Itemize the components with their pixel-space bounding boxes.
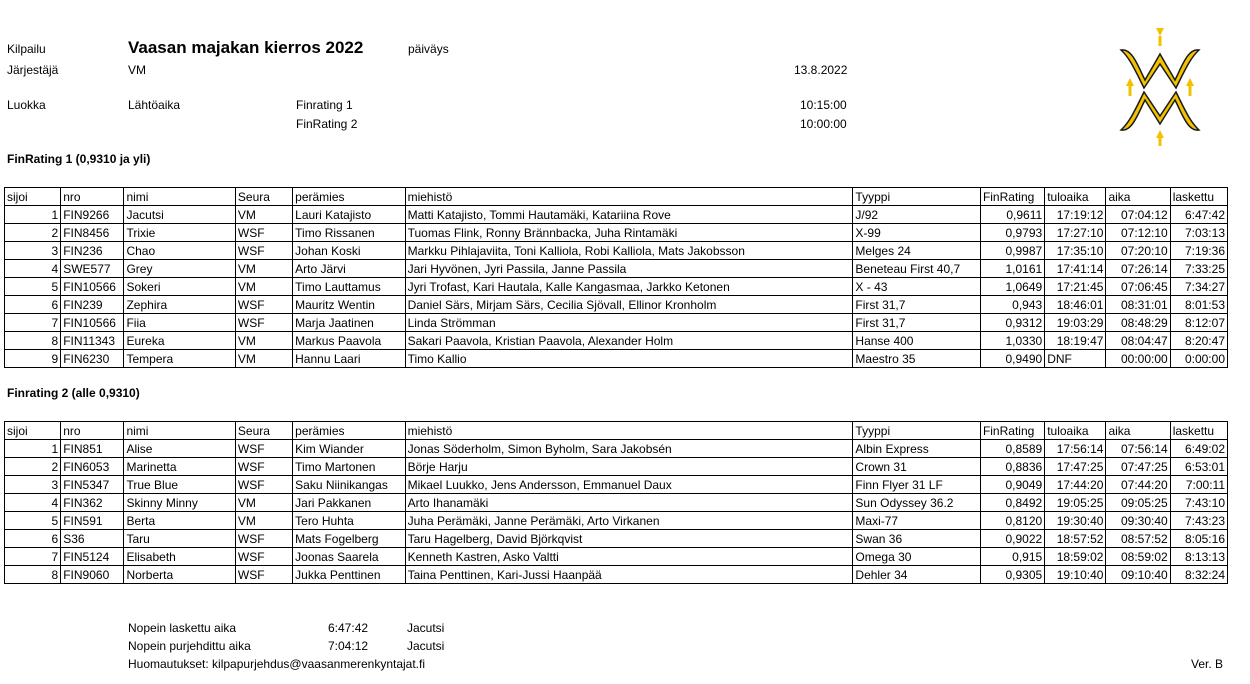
cell-boat-name: Taru	[124, 530, 235, 548]
cell-corrected-time: 7:43:23	[1170, 512, 1227, 530]
cell-finrating: 0,9022	[980, 530, 1044, 548]
cell-corrected-time: 6:47:42	[1170, 206, 1227, 224]
cell-club: WSF	[235, 548, 292, 566]
cell-boat-name: Tempera	[124, 350, 235, 368]
column-header-sail-number: nro	[61, 188, 124, 206]
cell-boat-name: Zephira	[124, 296, 235, 314]
cell-boat-type: Omega 30	[853, 548, 981, 566]
cell-finrating: 0,9490	[980, 350, 1044, 368]
cell-crew: Taina Penttinen, Kari-Jussi Haanpää	[405, 566, 853, 584]
cell-elapsed-time: 07:26:14	[1106, 260, 1170, 278]
cell-finrating: 1,0330	[980, 332, 1044, 350]
cell-rank: 6	[5, 296, 61, 314]
table-row	[5, 296, 1228, 314]
cell-finish-time: 17:19:12	[1045, 206, 1106, 224]
cell-club: WSF	[235, 440, 292, 458]
cell-corrected-time: 8:05:16	[1170, 530, 1227, 548]
cell-elapsed-time: 07:44:20	[1106, 476, 1170, 494]
cell-helmsman: Mats Fogelberg	[293, 530, 405, 548]
cell-elapsed-time: 07:56:14	[1106, 440, 1170, 458]
cell-corrected-time: 6:53:01	[1170, 458, 1227, 476]
cell-rank: 9	[5, 350, 61, 368]
cell-boat-type: Swan 36	[853, 530, 981, 548]
fastest-sailed-boat: Jacutsi	[407, 639, 445, 653]
column-header-crew: miehistö	[405, 422, 853, 440]
cell-sail-number: FIN5347	[61, 476, 124, 494]
table-header-row	[5, 422, 1228, 440]
cell-finrating: 0,9611	[980, 206, 1044, 224]
cell-sail-number: FIN11343	[61, 332, 124, 350]
cell-elapsed-time: 09:05:25	[1106, 494, 1170, 512]
cell-elapsed-time: 07:47:25	[1106, 458, 1170, 476]
cell-elapsed-time: 08:48:29	[1106, 314, 1170, 332]
section1-title: FinRating 1 (0,9310 ja yli)	[7, 152, 151, 166]
cell-elapsed-time: 08:59:02	[1106, 548, 1170, 566]
paivays-label: päiväys	[408, 42, 449, 56]
table-row	[5, 494, 1228, 512]
cell-helmsman: Arto Järvi	[293, 260, 405, 278]
class1-start-time: 10:15:00	[800, 98, 847, 112]
cell-club: WSF	[235, 530, 292, 548]
cell-boat-name: Jacutsi	[124, 206, 235, 224]
cell-rank: 8	[5, 566, 61, 584]
cell-elapsed-time: 07:04:12	[1106, 206, 1170, 224]
cell-finrating: 0,943	[980, 296, 1044, 314]
fastest-calculated-time: 6:47:42	[328, 621, 369, 635]
page-title: Vaasan majakan kierros 2022	[128, 38, 364, 57]
cell-boat-type: Finn Flyer 31 LF	[853, 476, 981, 494]
cell-sail-number: FIN591	[61, 512, 124, 530]
cell-finrating: 0,8120	[980, 512, 1044, 530]
cell-rank: 1	[5, 206, 61, 224]
cell-club: WSF	[235, 296, 292, 314]
cell-rank: 5	[5, 512, 61, 530]
table-row	[5, 224, 1228, 242]
cell-corrected-time: 8:01:53	[1170, 296, 1227, 314]
club-logo-icon	[1118, 26, 1202, 148]
table-row	[5, 548, 1228, 566]
cell-finrating: 0,9305	[980, 566, 1044, 584]
table-row	[5, 458, 1228, 476]
cell-rank: 7	[5, 314, 61, 332]
fastest-calculated-label: Nopein laskettu aika	[128, 621, 237, 635]
class1-name: Finrating 1	[296, 98, 353, 112]
cell-rank: 4	[5, 494, 61, 512]
cell-finrating: 0,8836	[980, 458, 1044, 476]
class2-name: FinRating 2	[296, 117, 358, 131]
column-header-finrating: FinRating	[980, 188, 1044, 206]
cell-helmsman: Marja Jaatinen	[293, 314, 405, 332]
lahtoaika-label: Lähtöaika	[128, 98, 181, 112]
cell-boat-type: Maxi-77	[853, 512, 981, 530]
cell-boat-name: Chao	[124, 242, 235, 260]
cell-club: WSF	[235, 224, 292, 242]
cell-finish-time: 19:10:40	[1045, 566, 1106, 584]
cell-finish-time: 17:47:25	[1045, 458, 1106, 476]
cell-crew: Arto Ihanamäki	[405, 494, 853, 512]
cell-elapsed-time: 07:06:45	[1106, 278, 1170, 296]
cell-boat-name: True Blue	[124, 476, 235, 494]
cell-boat-type: Maestro 35	[853, 350, 981, 368]
cell-finish-time: 17:56:14	[1045, 440, 1106, 458]
cell-finrating: 1,0649	[980, 278, 1044, 296]
cell-boat-type: Albin Express	[853, 440, 981, 458]
cell-helmsman: Jari Pakkanen	[293, 494, 405, 512]
cell-helmsman: Joonas Saarela	[293, 548, 405, 566]
column-header-rank: sijoi	[5, 188, 61, 206]
table-row	[5, 332, 1228, 350]
column-header-boat-name: nimi	[124, 422, 235, 440]
cell-elapsed-time: 09:30:40	[1106, 512, 1170, 530]
table-row	[5, 206, 1228, 224]
column-header-boat-name: nimi	[124, 188, 235, 206]
column-header-sail-number: nro	[61, 422, 124, 440]
cell-finish-time: 19:03:29	[1045, 314, 1106, 332]
cell-boat-type: Crown 31	[853, 458, 981, 476]
cell-boat-name: Fiia	[124, 314, 235, 332]
cell-corrected-time: 7:34:27	[1170, 278, 1227, 296]
cell-rank: 2	[5, 224, 61, 242]
cell-corrected-time: 8:12:07	[1170, 314, 1227, 332]
cell-crew: Taru Hagelberg, David Björkqvist	[405, 530, 853, 548]
cell-helmsman: Timo Lauttamus	[293, 278, 405, 296]
luokka-label: Luokka	[7, 98, 46, 112]
cell-elapsed-time: 08:04:47	[1106, 332, 1170, 350]
cell-club: VM	[235, 350, 292, 368]
cell-finish-time: 18:19:47	[1045, 332, 1106, 350]
cell-boat-type: First 31,7	[853, 314, 981, 332]
column-header-helmsman: perämies	[293, 188, 405, 206]
cell-corrected-time: 7:03:13	[1170, 224, 1227, 242]
cell-club: VM	[235, 494, 292, 512]
cell-crew: Jyri Trofast, Kari Hautala, Kalle Kangasmaa, Jarkko Ketonen	[405, 278, 853, 296]
cell-rank: 8	[5, 332, 61, 350]
cell-boat-type: J/92	[853, 206, 981, 224]
column-header-boat-type: Tyyppi	[853, 188, 981, 206]
table-row	[5, 440, 1228, 458]
race-date: 13.8.2022	[794, 63, 848, 77]
cell-sail-number: FIN236	[61, 242, 124, 260]
cell-sail-number: FIN851	[61, 440, 124, 458]
column-header-corrected-time: laskettu	[1170, 422, 1227, 440]
notes-contact: Huomautukset: kilpapurjehdus@vaasanmerenkyntajat.fi	[128, 657, 426, 671]
cell-finrating: 1,0161	[980, 260, 1044, 278]
cell-sail-number: FIN8456	[61, 224, 124, 242]
cell-finish-time: 18:59:02	[1045, 548, 1106, 566]
cell-boat-type: X - 43	[853, 278, 981, 296]
cell-helmsman: Saku Niinikangas	[293, 476, 405, 494]
cell-boat-name: Marinetta	[124, 458, 235, 476]
cell-rank: 5	[5, 278, 61, 296]
cell-helmsman: Hannu Laari	[293, 350, 405, 368]
cell-sail-number: FIN5124	[61, 548, 124, 566]
column-header-club: Seura	[235, 422, 292, 440]
cell-boat-type: Hanse 400	[853, 332, 981, 350]
cell-finish-time: 17:21:45	[1045, 278, 1106, 296]
cell-sail-number: FIN6053	[61, 458, 124, 476]
cell-club: VM	[235, 260, 292, 278]
table-row	[5, 278, 1228, 296]
jarjestaja-label: Järjestäjä	[7, 63, 59, 77]
cell-crew: Mikael Luukko, Jens Andersson, Emmanuel Daux	[405, 476, 853, 494]
cell-boat-name: Alise	[124, 440, 235, 458]
cell-elapsed-time: 09:10:40	[1106, 566, 1170, 584]
cell-elapsed-time: 07:20:10	[1106, 242, 1170, 260]
cell-boat-type: Dehler 34	[853, 566, 981, 584]
cell-rank: 6	[5, 530, 61, 548]
cell-sail-number: SWE577	[61, 260, 124, 278]
cell-crew: Matti Katajisto, Tommi Hautamäki, Katariina Rove	[405, 206, 853, 224]
cell-finish-time: 18:46:01	[1045, 296, 1106, 314]
cell-crew: Markku Pihlajaviita, Toni Kalliola, Robi Kalliola, Mats Jakobsson	[405, 242, 853, 260]
cell-elapsed-time: 08:57:52	[1106, 530, 1170, 548]
cell-crew: Linda Strömman	[405, 314, 853, 332]
cell-boat-type: Beneteau First 40,7	[853, 260, 981, 278]
cell-rank: 7	[5, 548, 61, 566]
table-row	[5, 350, 1228, 368]
cell-rank: 1	[5, 440, 61, 458]
cell-corrected-time: 8:32:24	[1170, 566, 1227, 584]
cell-elapsed-time: 08:31:01	[1106, 296, 1170, 314]
cell-crew: Tuomas Flink, Ronny Brännbacka, Juha Rintamäki	[405, 224, 853, 242]
column-header-boat-type: Tyyppi	[853, 422, 981, 440]
cell-rank: 2	[5, 458, 61, 476]
fastest-calculated-boat: Jacutsi	[407, 621, 445, 635]
cell-boat-type: X-99	[853, 224, 981, 242]
section2-title: Finrating 2 (alle 0,9310)	[7, 386, 140, 400]
cell-finrating: 0,9312	[980, 314, 1044, 332]
cell-club: WSF	[235, 314, 292, 332]
cell-crew: Sakari Paavola, Kristian Paavola, Alexander Holm	[405, 332, 853, 350]
cell-boat-name: Eureka	[124, 332, 235, 350]
cell-corrected-time: 0:00:00	[1170, 350, 1227, 368]
cell-boat-name: Sokeri	[124, 278, 235, 296]
cell-corrected-time: 6:49:02	[1170, 440, 1227, 458]
column-header-corrected-time: laskettu	[1170, 188, 1227, 206]
cell-club: WSF	[235, 242, 292, 260]
cell-corrected-time: 7:00:11	[1170, 476, 1227, 494]
table-row	[5, 530, 1228, 548]
table-row	[5, 512, 1228, 530]
cell-sail-number: FIN9060	[61, 566, 124, 584]
cell-helmsman: Timo Martonen	[293, 458, 405, 476]
cell-corrected-time: 7:33:25	[1170, 260, 1227, 278]
cell-finish-time: 19:30:40	[1045, 512, 1106, 530]
cell-elapsed-time: 07:12:10	[1106, 224, 1170, 242]
cell-finrating: 0,9987	[980, 242, 1044, 260]
cell-helmsman: Lauri Katajisto	[293, 206, 405, 224]
cell-boat-name: Skinny Minny	[124, 494, 235, 512]
table-row	[5, 566, 1228, 584]
cell-finish-time: 17:27:10	[1045, 224, 1106, 242]
cell-finish-time: 17:35:10	[1045, 242, 1106, 260]
cell-crew: Börje Harju	[405, 458, 853, 476]
column-header-club: Seura	[235, 188, 292, 206]
cell-crew: Kenneth Kastren, Asko Valtti	[405, 548, 853, 566]
column-header-finish-time: tuloaika	[1045, 188, 1106, 206]
version-label: Ver. B	[1191, 657, 1224, 671]
cell-finrating: 0,9793	[980, 224, 1044, 242]
cell-crew: Timo Kallio	[405, 350, 853, 368]
cell-club: VM	[235, 512, 292, 530]
cell-finrating: 0,9049	[980, 476, 1044, 494]
cell-sail-number: FIN10566	[61, 278, 124, 296]
column-header-finish-time: tuloaika	[1045, 422, 1106, 440]
cell-crew: Juha Perämäki, Janne Perämäki, Arto Virkanen	[405, 512, 853, 530]
cell-sail-number: FIN362	[61, 494, 124, 512]
column-header-helmsman: perämies	[293, 422, 405, 440]
column-header-finrating: FinRating	[980, 422, 1044, 440]
cell-boat-name: Trixie	[124, 224, 235, 242]
cell-boat-name: Grey	[124, 260, 235, 278]
cell-helmsman: Johan Koski	[293, 242, 405, 260]
cell-finish-time: 17:41:14	[1045, 260, 1106, 278]
cell-sail-number: FIN239	[61, 296, 124, 314]
fastest-sailed-label: Nopein purjehdittu aika	[128, 639, 251, 653]
cell-helmsman: Jukka Penttinen	[293, 566, 405, 584]
cell-rank: 4	[5, 260, 61, 278]
cell-crew: Jari Hyvönen, Jyri Passila, Janne Passila	[405, 260, 853, 278]
results-table-finrating-2	[4, 421, 1228, 584]
cell-boat-name: Elisabeth	[124, 548, 235, 566]
cell-finish-time: 18:57:52	[1045, 530, 1106, 548]
cell-finish-time: 19:05:25	[1045, 494, 1106, 512]
cell-finrating: 0,8492	[980, 494, 1044, 512]
cell-finrating: 0,8589	[980, 440, 1044, 458]
cell-crew: Daniel Särs, Mirjam Särs, Cecilia Sjövall, Ellinor Kronholm	[405, 296, 853, 314]
cell-corrected-time: 8:13:13	[1170, 548, 1227, 566]
table-row	[5, 314, 1228, 332]
cell-finrating: 0,915	[980, 548, 1044, 566]
cell-corrected-time: 7:43:10	[1170, 494, 1227, 512]
cell-rank: 3	[5, 242, 61, 260]
cell-rank: 3	[5, 476, 61, 494]
column-header-rank: sijoi	[5, 422, 61, 440]
cell-helmsman: Tero Huhta	[293, 512, 405, 530]
cell-helmsman: Kim Wiander	[293, 440, 405, 458]
cell-corrected-time: 8:20:47	[1170, 332, 1227, 350]
table-row	[5, 260, 1228, 278]
column-header-elapsed-time: aika	[1106, 188, 1170, 206]
cell-sail-number: FIN10566	[61, 314, 124, 332]
column-header-crew: miehistö	[405, 188, 853, 206]
jarjestaja-value: VM	[128, 63, 146, 77]
cell-club: VM	[235, 278, 292, 296]
cell-sail-number: FIN6230	[61, 350, 124, 368]
cell-corrected-time: 7:19:36	[1170, 242, 1227, 260]
cell-boat-name: Berta	[124, 512, 235, 530]
class2-start-time: 10:00:00	[800, 117, 847, 131]
kilpailu-label: Kilpailu	[7, 42, 46, 56]
cell-elapsed-time: 00:00:00	[1106, 350, 1170, 368]
cell-finish-time: 17:44:20	[1045, 476, 1106, 494]
cell-sail-number: FIN9266	[61, 206, 124, 224]
cell-helmsman: Markus Paavola	[293, 332, 405, 350]
table-header-row	[5, 188, 1228, 206]
cell-boat-name: Norberta	[124, 566, 235, 584]
cell-boat-type: Sun Odyssey 36.2	[853, 494, 981, 512]
cell-club: WSF	[235, 476, 292, 494]
cell-helmsman: Mauritz Wentin	[293, 296, 405, 314]
cell-finish-time: DNF	[1045, 350, 1106, 368]
results-table-finrating-1	[4, 187, 1228, 368]
column-header-elapsed-time: aika	[1106, 422, 1170, 440]
cell-club: VM	[235, 206, 292, 224]
table-row	[5, 476, 1228, 494]
fastest-sailed-time: 7:04:12	[328, 639, 369, 653]
cell-club: WSF	[235, 458, 292, 476]
cell-helmsman: Timo Rissanen	[293, 224, 405, 242]
cell-sail-number: S36	[61, 530, 124, 548]
cell-boat-type: First 31,7	[853, 296, 981, 314]
table-row	[5, 242, 1228, 260]
cell-crew: Jonas Söderholm, Simon Byholm, Sara Jakobsén	[405, 440, 853, 458]
cell-club: WSF	[235, 566, 292, 584]
cell-boat-type: Melges 24	[853, 242, 981, 260]
cell-club: VM	[235, 332, 292, 350]
